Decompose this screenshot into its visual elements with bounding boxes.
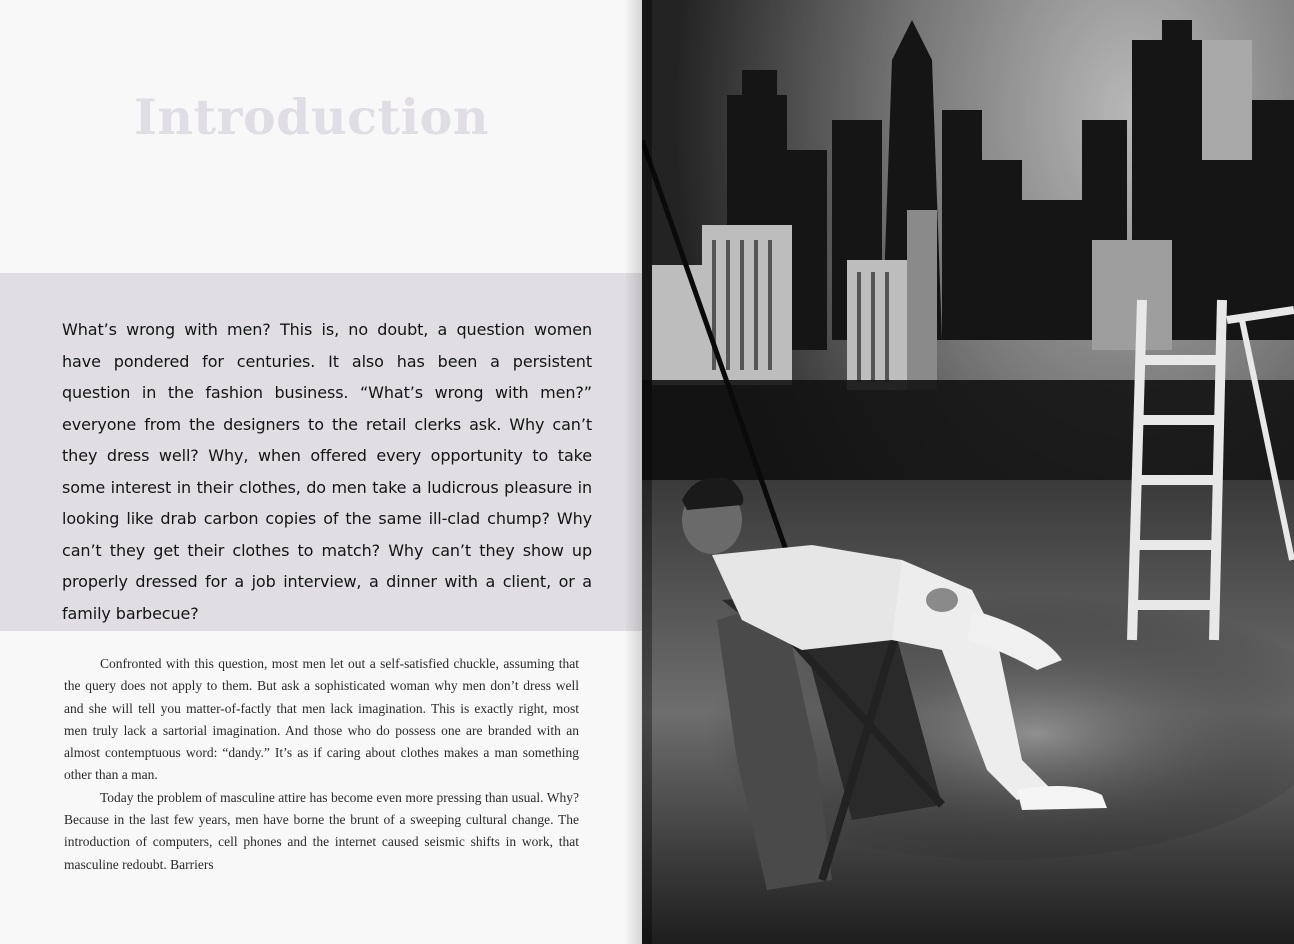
photo-page [642, 0, 1294, 944]
left-page [0, 0, 642, 944]
man-in-director-chair-photo [642, 0, 1294, 944]
body-text [64, 653, 579, 876]
page-title: Introduction [134, 88, 489, 146]
body-paragraph-2: Today the problem of masculine attire has become even more pressing than usual. Why? Because in the last few years, men have borne the brunt of a sweeping cultural change. The introduction of computers, cell phones and the internet caused seismic shifts in work, that masculine redoubt. Barriers [64, 789, 579, 872]
pull-quote: What’s wrong with men? This is, no doubt, a question women have pondered for centuries. It also has been a persistent question in the fashion business. “What’s wrong with men?” everyone from the designers to the retail clerks ask. Why can’t they dress well? Why, when offered every opportunity to take some interest in their clothes, do men take a ludicrous pleasure in looking like drab carbon copies of the same ill-clad chump? Why can’t they get their clothes to match? Why can’t they show up properly dressed for a job interview, a dinner with a client, or a family barbecue? [62, 320, 592, 623]
body-paragraph-1: Confronted with this question, most men let out a self-satisfied chuckle, assuming that the query does not apply to them. But ask a sophisticated woman why men don’t dress well and she will tell you matter-of-factly that men lack imagination. This is exactly right, most men truly lack a sartorial imagination. And those who do possess one are branded with an almost contemptuous word: “dandy.” It’s as if caring about clothes makes a man something other than a man. [64, 656, 579, 783]
